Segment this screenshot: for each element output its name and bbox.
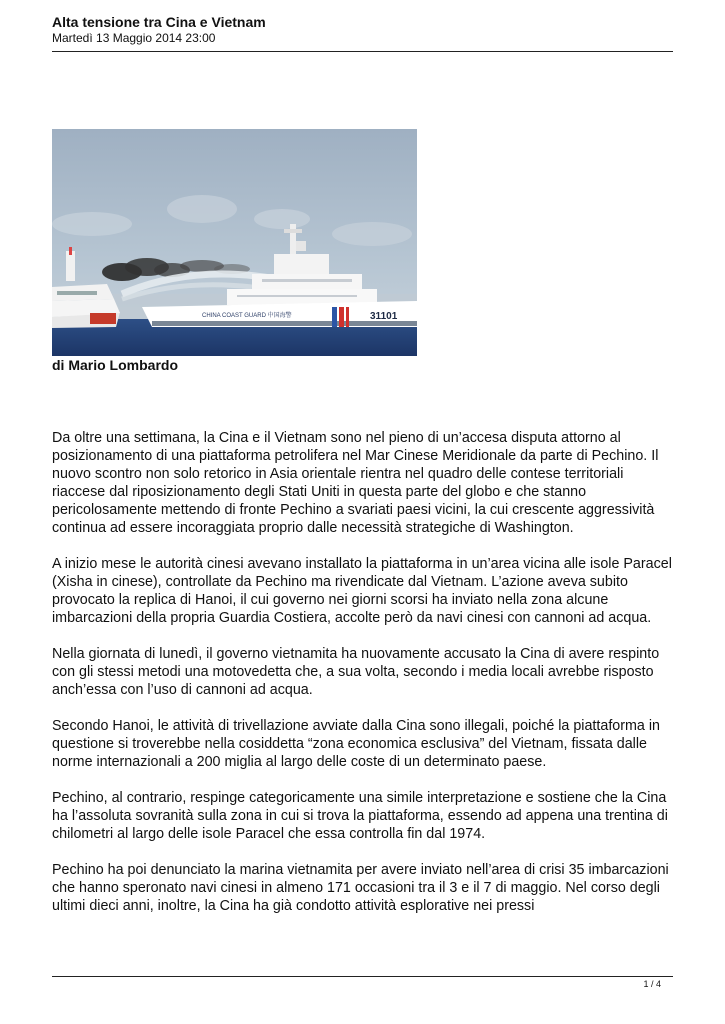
article-body: [52, 429, 677, 933]
paragraph: Pechino ha poi denunciato la marina vietnamita per avere inviato nell’area di crisi 35 imbarcazioni che hanno speronato navi cinesi in almeno 171 occasioni tra il 3 e il 7 di maggio. Nel corso degli ultimi dieci anni, inoltre, la Cina ha già condotto attività esplorative nei pressi: [52, 862, 669, 914]
paragraph: Da oltre una settimana, la Cina e il Vietnam sono nel pieno di un’accesa disputa attorno al posizionamento di una piattaforma petrolifera nel Mar Cinese Meridionale da parte di Pechino. Il nuovo scontro non solo retorico in Asia orientale rientra nel quadro delle contese territoriali riaccese dal riposizionamento degli Stati Uniti in questa parte del globo e che stanno pericolosamente mettendo di fronte Pechino a svariati paesi vicini, la cui crescente aggressività continua ad essere incoraggiata proprio dalle necessità strategiche di Washington.: [52, 430, 659, 536]
article-photo: [52, 129, 417, 356]
article-date: Martedì 13 Maggio 2014 23:00: [52, 31, 216, 45]
header-divider: [52, 51, 673, 52]
page-number: 1 / 4: [643, 979, 661, 989]
paragraph: Pechino, al contrario, respinge categoricamente una simile interpretazione e sostiene che la Cina ha l’assoluta sovranità sulla zona in cui si trova la piattaforma, essendo ad appena una trentina di chilometri al largo delle isole Paracel che essa controlla fin dal 1974.: [52, 790, 668, 842]
paragraph: Nella giornata di lunedì, il governo vietnamita ha nuovamente accusato la Cina di avere respinto con gli stessi metodi una motovedetta che, a sua volta, secondo i media locali avrebbe risposto anch’essa con l’uso di cannoni ad acqua.: [52, 646, 660, 698]
hull-number-text: 31101: [370, 311, 398, 322]
article-title: Alta tensione tra Cina e Vietnam: [52, 14, 266, 30]
byline: di Mario Lombardo: [52, 357, 178, 373]
footer-divider: [52, 976, 673, 977]
paragraph: A inizio mese le autorità cinesi avevano installato la piattaforma in un’area vicina alle isole Paracel (Xisha in cinese), controllate da Pechino ma rivendicate dal Vietnam. L’azione aveva subito provocato la replica di Hanoi, il cui governo nei giorni scorsi ha inviato nella zona alcune imbarcazioni della propria Guardia Costiera, accolte però da navi cinesi con cannoni ad acqua.: [52, 556, 672, 626]
paragraph: Secondo Hanoi, le attività di trivellazione avviate dalla Cina sono illegali, poiché la piattaforma in questione si troverebbe nella cosiddetta “zona economica esclusiva” del Vietnam, fissata dalle norme internazionali a 200 miglia al largo delle coste di un determinato paese.: [52, 718, 660, 770]
document-header: [52, 14, 672, 46]
ship-name-text: CHINA COAST GUARD 中国海警: [202, 313, 292, 319]
